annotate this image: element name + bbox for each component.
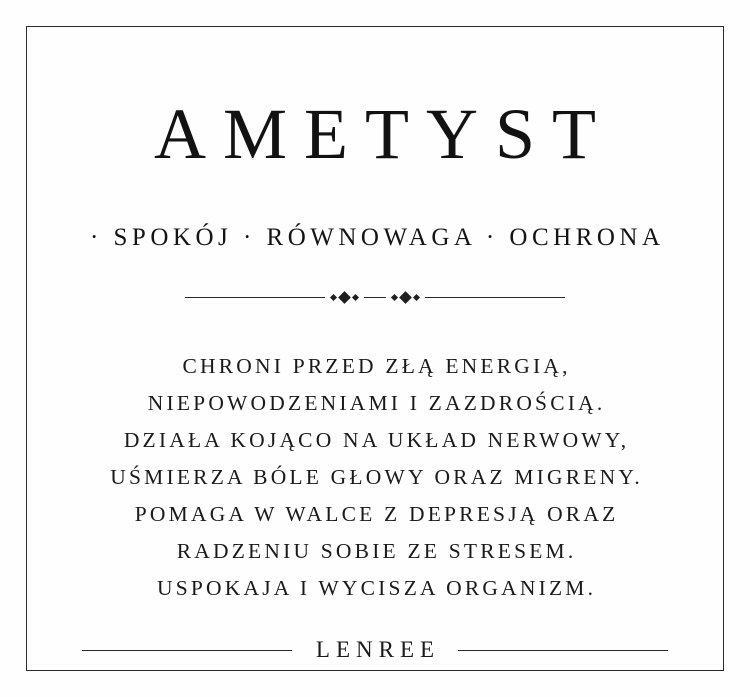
divider-rule-middle xyxy=(364,297,386,298)
diamond-icon xyxy=(338,291,351,304)
divider-ornament-left xyxy=(325,293,364,302)
diamond-small-icon xyxy=(391,293,398,300)
footer-rule-right xyxy=(458,650,668,651)
description-line: CHRONI PRZED ZŁĄ ENERGIĄ, xyxy=(182,354,571,378)
description-line: UŚMIERZA BÓLE GŁOWY ORAZ MIGRENY. xyxy=(110,464,643,489)
diamond-small-icon xyxy=(330,293,337,300)
brand-name: LENREE xyxy=(315,637,441,662)
footer-rule-left xyxy=(82,650,292,651)
keyword-list xyxy=(85,224,664,252)
description-line: DZIAŁA KOJĄCO NA UKŁAD NERWOWY, xyxy=(123,427,630,452)
ornamental-divider xyxy=(185,286,565,308)
footer xyxy=(26,637,724,663)
description-line: USPOKAJA I WYCISZA ORGANIZM. xyxy=(156,575,597,600)
diamond-small-icon xyxy=(352,293,359,300)
description-block xyxy=(107,348,643,607)
card-content xyxy=(26,26,724,671)
divider-rule-left xyxy=(185,297,325,298)
page-title: AMETYST xyxy=(154,94,613,174)
divider-ornament-right xyxy=(386,293,425,302)
description-line: NIEPOWODZENIAMI I ZAZDROŚCIĄ. xyxy=(147,390,606,415)
divider-rule-right xyxy=(425,297,565,298)
description-line: RADZENIU SOBIE ZE STRESEM. xyxy=(176,538,577,563)
description-line: POMAGA W WALCE Z DEPRESJĄ ORAZ xyxy=(134,501,619,526)
diamond-small-icon xyxy=(413,293,420,300)
keyword-line: · SPOKÓJ · RÓWNOWAGA · OCHRONA xyxy=(89,224,665,251)
diamond-icon xyxy=(399,291,412,304)
